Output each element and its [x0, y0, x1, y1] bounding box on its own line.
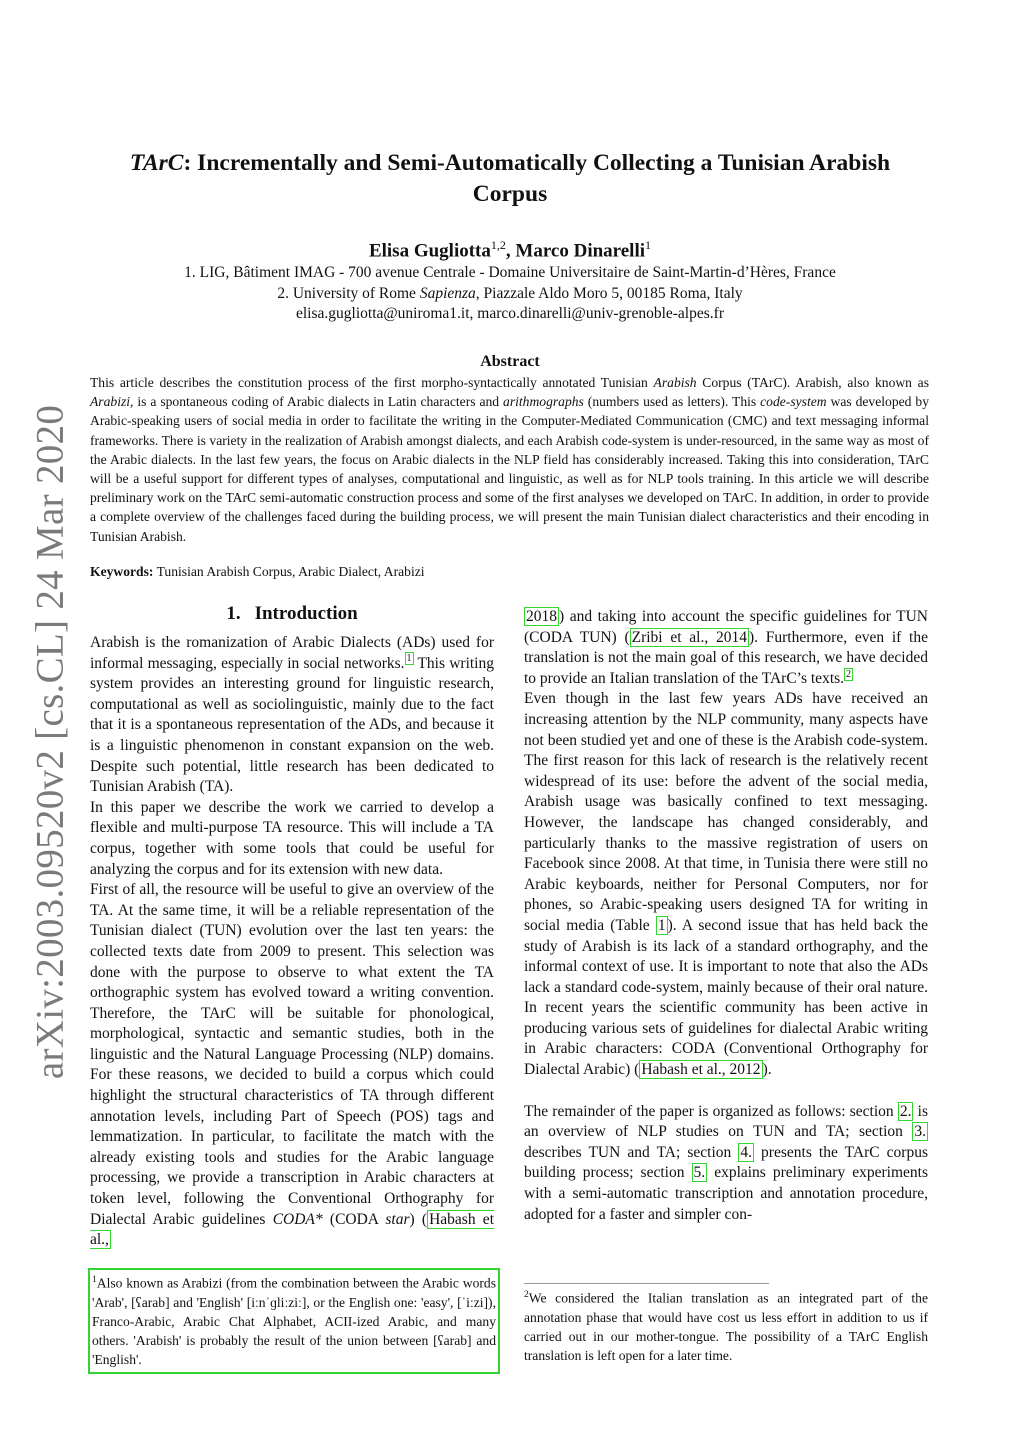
- author-2-affiliation: 1: [645, 238, 652, 252]
- keywords-label: Keywords:: [90, 564, 154, 579]
- author-emails: elisa.gugliotta@uniroma1.it, marco.dinarelli@univ-grenoble-alpes.fr: [296, 305, 724, 322]
- paragraph-text: The remainder of the paper is organized as follows: section: [524, 1102, 898, 1120]
- title-rest: : Incrementally and Semi-Automatically Collecting a Tunisian Arabish Corpus: [183, 150, 891, 207]
- section-ref-link[interactable]: 5.: [693, 1164, 706, 1182]
- paragraph-text: This writing system provides an interesting ground for linguistic research, computational as well as sociolinguistic, mainly due to the fact that it is a spontaneous representation of the ADs, and because it is a linguistic phenomenon in constant expansion on the web. Despite such potential, little research has been dedicated to Tunisian Arabish (TA).: [90, 654, 494, 796]
- paragraph-text: First of all, the resource will be useful to give an overview of the TA. At the same time, it will be a reliable representation of the Tunisian dialect (TUN) evolution over the last ten years: the collected texts date from 2009 to present. This selection was done with the purpose to observe to what extent the TA orthographic system has evolved toward a writing convention. Therefore, the TArC will be suitable for phonological, morphological, syntactic and semantic studies, both in the linguistic and the Natural Language Processing (NLP) domains. For these reasons, we decided to build a corpus which could highlight the structural characteristics of TA through different annotation levels, including Part of Speech (POS) tags and lemmatization. In particular, to facilitate the match with the already existing tools and studies for the Arabic language processing, we provide a transcription in Arabic characters at token level, following the Conventional Orthography for Dialectal Arabic guidelines: [90, 881, 494, 1228]
- author-2: Marco Dinarelli: [515, 240, 646, 262]
- paragraph-text: ) (: [409, 1210, 428, 1228]
- footnote-divider: [524, 1283, 769, 1284]
- abstract-text: , is a spontaneous coding of Arabic dialects in Latin characters and: [130, 394, 504, 410]
- citation-link[interactable]: Habash et al.,: [90, 1210, 494, 1249]
- abstract-text: This article describes the constitution process of the first morpho-syntactically annotated Tunisian: [90, 375, 654, 390]
- paragraph-text: ). A second issue that has held back the study of Arabish is its lack of a standard orthography, and the informal context of use. It is important to note that also the ADs lack a standard code-system, mainly because of their oral nature. In recent years the scientific community has been active in producing various sets of guidelines for dialectal Arabic writing in Arabic characters: CODA (Conventional Orthography for Dialectal Arabic) (: [524, 916, 928, 1079]
- paragraph-text: presents the TArC corpus building process; section: [524, 1143, 928, 1182]
- abstract-italic: Arabizi: [90, 394, 131, 410]
- footnote-link[interactable]: 2: [846, 668, 852, 680]
- paragraph-italic: CODA*: [272, 1210, 323, 1228]
- footnote-1[interactable]: [88, 1268, 500, 1374]
- abstract-text: was developed by Arabic-speaking users of social media in order to facilitate the writing in the Computer-Mediated Communication (CMC) and text messaging informal frameworks. There is variety in the realization of Arabish amongst dialects, and each Arabish code-system is under-resourced, in the same way as most of the Arabic dialects. In the last few years, the focus on Arabic dialects in the NLP field has considerably increased. Taking this into consideration, TArC will be a useful support for different types of analyses, computational and linguistic, as well as for NLP tools training. In this article we will describe preliminary work on the TArC semi-automatic construction process and some of the first analyses we developed on TArC. In addition, in order to provide a complete overview of the challenges faced during the building process, we will present the main Tunisian dialect characteristics and their encoding in Tunisian Arabish.: [90, 394, 929, 544]
- section-title: Introduction: [254, 603, 358, 624]
- paragraph: In this paper we describe the work we carried to develop a flexible and multi-purpose TA resource. This will include a TA corpus, together with some tools that could be useful for analyzing the corpus and for its extension with new data.: [90, 798, 494, 878]
- abstract-italic: Arabish: [653, 375, 697, 390]
- paper-title: [90, 148, 930, 210]
- section-ref-link[interactable]: 3.: [914, 1123, 926, 1141]
- citation-link[interactable]: Zribi et al., 2014: [631, 628, 747, 646]
- abstract-italic: arithmographs: [503, 394, 584, 410]
- right-column: [524, 607, 928, 1225]
- paragraph-text: ).: [762, 1061, 772, 1079]
- left-column: [90, 633, 494, 1251]
- citation-link[interactable]: Habash et al., 2012: [641, 1061, 761, 1079]
- abstract-text: Corpus (TArC). Arabish, also known as: [696, 375, 929, 390]
- paragraph: [524, 689, 928, 1080]
- section-ref-link[interactable]: 4.: [740, 1143, 752, 1161]
- paragraph-text: Even though in the last few years ADs have received an increasing attention by the NLP community, many aspects have not been studied yet and one of these is the Arabish code-system. The first reason for this lack of research is the relatively recent widespread of its use: before the advent of the social media, Arabish usage was basically confined to text messaging. However, the landscape has changed considerably, and particularly thanks to the massive registration of users on Facebook since 2008. At that time, in Tunisia there were still no Arabic keyboards, neither for Personal Computers, nor for phones, so Arabic-speaking users designed TA for writing in social media (Table: [524, 690, 928, 934]
- affiliation-1: 1. LIG, Bâtiment IMAG - 700 avenue Centrale - Domaine Universitaire de Saint-Martin-d’Hères, France: [184, 264, 836, 281]
- paragraph-text: explains preliminary experiments with a semi-automatic transcription and annotation procedure, adopted for a faster and simpler con-: [524, 1164, 928, 1223]
- paragraph-text: describes TUN and TA; section: [524, 1143, 739, 1161]
- author-1: Elisa Gugliotta: [368, 240, 491, 262]
- paragraph-text: Arabish is the romanization of Arabic Dialects (ADs) used for informal messaging, especially in social networks.: [90, 634, 494, 672]
- paragraph: [524, 607, 928, 689]
- footnote-number: 1: [92, 1275, 97, 1285]
- affiliation-2-end: , Piazzale Aldo Moro 5, 00185 Roma, Italy: [475, 285, 743, 302]
- section-number: 1.: [226, 603, 241, 624]
- affiliation-2-italic: Sapienza: [419, 285, 476, 302]
- keywords-text: Tunisian Arabish Corpus, Arabic Dialect, Arabizi: [153, 564, 425, 579]
- paragraph-text: (CODA: [322, 1210, 386, 1228]
- abstract-italic: code-system: [760, 394, 827, 410]
- paragraph-text: ) and taking into account the specific guidelines for TUN (CODA TUN) (: [524, 608, 928, 646]
- affiliation-2: [60, 285, 960, 303]
- paragraph: [90, 880, 494, 1251]
- title-italic: TArC: [129, 150, 184, 176]
- keywords: [90, 564, 425, 580]
- footnote-2: [524, 1286, 928, 1365]
- author-separator: ,: [505, 240, 516, 262]
- author-1-affiliation: 1,2: [490, 238, 506, 252]
- paragraph-text: ). Furthermore, even if the translation is not the main goal of this research, we have decided to provide an Italian translation of the TArC’s texts.: [524, 628, 928, 687]
- paragraph: [524, 1102, 928, 1226]
- author-list: [90, 238, 930, 262]
- paragraph: [90, 633, 494, 798]
- section-ref-link[interactable]: 2.: [899, 1102, 912, 1120]
- abstract-heading: Abstract: [480, 353, 540, 370]
- arxiv-identifier: arXiv:2003.09520v2 [cs.CL] 24 Mar 2020: [28, 404, 72, 1080]
- table-ref-link[interactable]: 1: [657, 916, 666, 934]
- affiliation-2-start: 2. University of Rome: [277, 285, 420, 302]
- footnote-text: We considered the Italian translation as an integrated part of the annotation phase that would have cost us less effort in addition to us if carried out in our mother-tongue. The possibility of a TArC English translation is left open for a later time.: [524, 1290, 928, 1364]
- citation-link[interactable]: 2018: [526, 608, 557, 625]
- abstract-text: (numbers used as letters). This: [583, 394, 761, 410]
- footnote-text: Also known as Arabizi (from the combination between the Arabic words 'Arab', [ʕarab] and 'English' [iːnˈɡliːziː], or the English one: 'easy', [ˈiːzi]), Franco-Arabic, Arabic Chat Alphabet, ACII-ized Arabic, and many others. 'Arabish' is probably the result of the union between [ʕarab] and 'English'.: [92, 1275, 496, 1368]
- paragraph-italic: star: [385, 1210, 410, 1228]
- paragraph-text: is an overview of NLP studies on TUN and TA; section: [524, 1102, 928, 1141]
- footnote-link[interactable]: 1: [406, 653, 412, 665]
- section-heading: [90, 603, 494, 625]
- abstract-body: [90, 373, 929, 546]
- footnote-number: 2: [524, 1290, 529, 1300]
